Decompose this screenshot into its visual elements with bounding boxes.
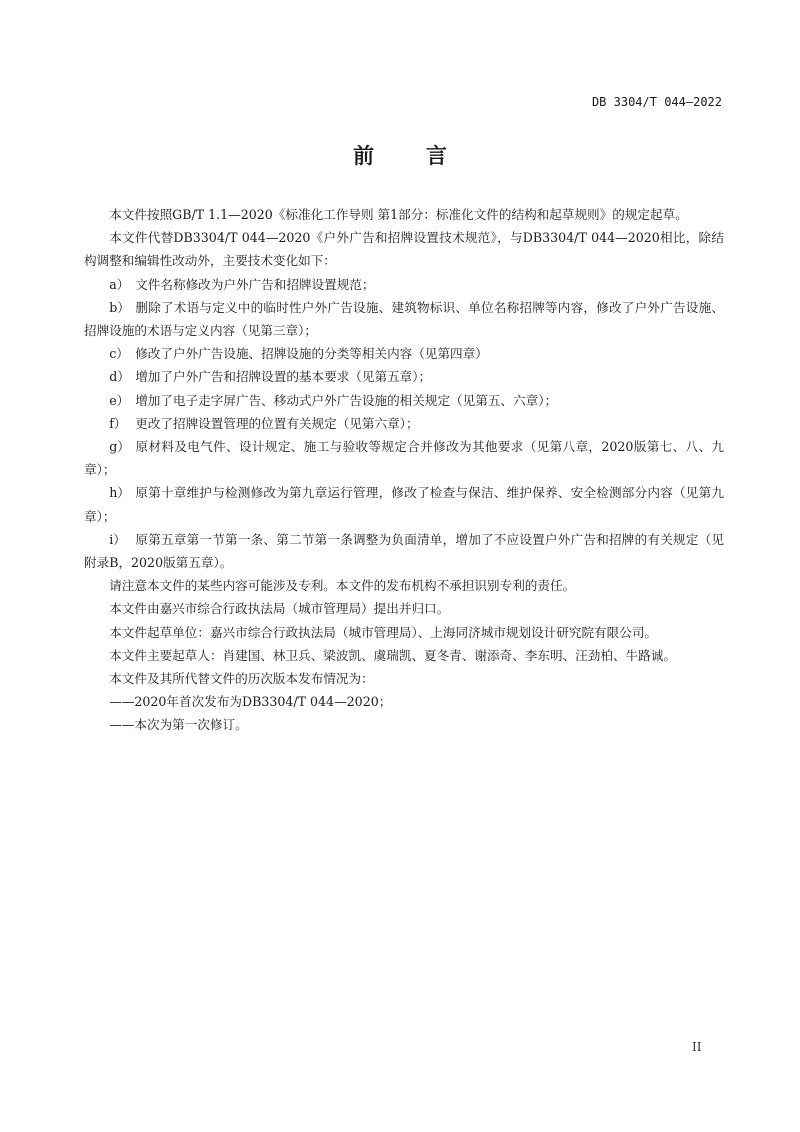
item-marker: b） bbox=[109, 299, 130, 315]
item-marker: i） bbox=[109, 531, 126, 547]
item-marker: e） bbox=[109, 392, 130, 408]
title-char-2: 言 bbox=[426, 144, 447, 168]
item-text: 修改了户外广告设施、招牌设施的分类等相关内容（见第四章） bbox=[135, 346, 488, 362]
proposer-statement: 本文件由嘉兴市综合行政执法局（城市管理局）提出并归口。 bbox=[109, 601, 450, 617]
item-text: 文件名称修改为户外广告和招牌设置规范； bbox=[135, 276, 375, 292]
item-marker: a） bbox=[109, 276, 130, 292]
history-entry: ——2020年首次发布为DB3304/T 044—2020； bbox=[109, 694, 392, 710]
item-text: 增加了户外广告和招牌设置的基本要求（见第五章）； bbox=[135, 369, 432, 385]
title-char-1: 前 bbox=[353, 144, 374, 168]
item-text: 更改了招牌设置管理的位置有关规定（见第六章）； bbox=[135, 415, 419, 431]
change-item bbox=[84, 435, 724, 481]
change-item bbox=[84, 342, 724, 365]
item-text: 原材料及电气件、设计规定、施工与验收等规定合并修改为其他要求（见第八章，2020版第七、八、九章）； bbox=[84, 439, 724, 478]
foreword-body bbox=[84, 203, 724, 737]
drafting-units: 本文件起草单位：嘉兴市综合行政执法局（城市管理局）、上海同济城市规划设计研究院有限公司。 bbox=[109, 624, 658, 640]
item-marker: h） bbox=[109, 485, 130, 501]
change-item bbox=[84, 528, 724, 574]
change-item bbox=[84, 412, 724, 435]
change-item bbox=[84, 296, 724, 342]
change-item bbox=[84, 481, 724, 527]
item-marker: c） bbox=[109, 346, 129, 362]
item-marker: d） bbox=[109, 369, 130, 385]
page-number: II bbox=[692, 1040, 702, 1054]
paragraph-replacement: 本文件代替DB3304/T 044—2020《户外广告和招牌设置技术规范》，与DB3304/T 044—2020相比，除结构调整和编辑性改动外，主要技术变化如下： bbox=[84, 230, 724, 269]
history-entry: ——本次为第一次修订。 bbox=[109, 717, 248, 733]
drafters: 本文件主要起草人：肖建国、林卫兵、梁波凯、虞瑞凯、夏冬青、谢添奇、李东明、汪劲柏、牛路诚。 bbox=[109, 647, 676, 663]
item-text: 原第五章第一节第一条、第二节第一条调整为负面清单，增加了不应设置户外广告和招牌的有关规定（见附录B，2020版第五章）。 bbox=[84, 531, 724, 571]
change-item bbox=[84, 389, 724, 412]
change-item bbox=[84, 273, 724, 296]
history-intro: 本文件及其所代替文件的历次版本发布情况为： bbox=[109, 671, 374, 687]
item-marker: g） bbox=[109, 439, 130, 455]
change-item bbox=[84, 365, 724, 388]
page-title bbox=[0, 140, 800, 170]
paragraph-drafting-basis: 本文件按照GB/T 1.1—2020《标准化工作导则 第1部分：标准化文件的结构和起草规则》的规定起草。 bbox=[109, 207, 688, 222]
item-text: 原第十章维护与检测修改为第九章运行管理，修改了检查与保洁、维护保养、安全检测部分内容（见第九章）； bbox=[84, 485, 724, 524]
document-code: DB 3304/T 044—2022 bbox=[591, 95, 722, 109]
item-text: 增加了电子走字屏广告、移动式户外广告设施的相关规定（见第五、六章）； bbox=[135, 392, 558, 408]
patent-notice: 请注意本文件的某些内容可能涉及专利。本文件的发布机构不承担识别专利的责任。 bbox=[109, 578, 576, 594]
item-text: 删除了术语与定义中的临时性户外广告设施、建筑物标识、单位名称招牌等内容，修改了户外广告设施、招牌设施的术语与定义内容（见第三章）； bbox=[84, 299, 724, 339]
item-marker: f） bbox=[109, 415, 127, 431]
